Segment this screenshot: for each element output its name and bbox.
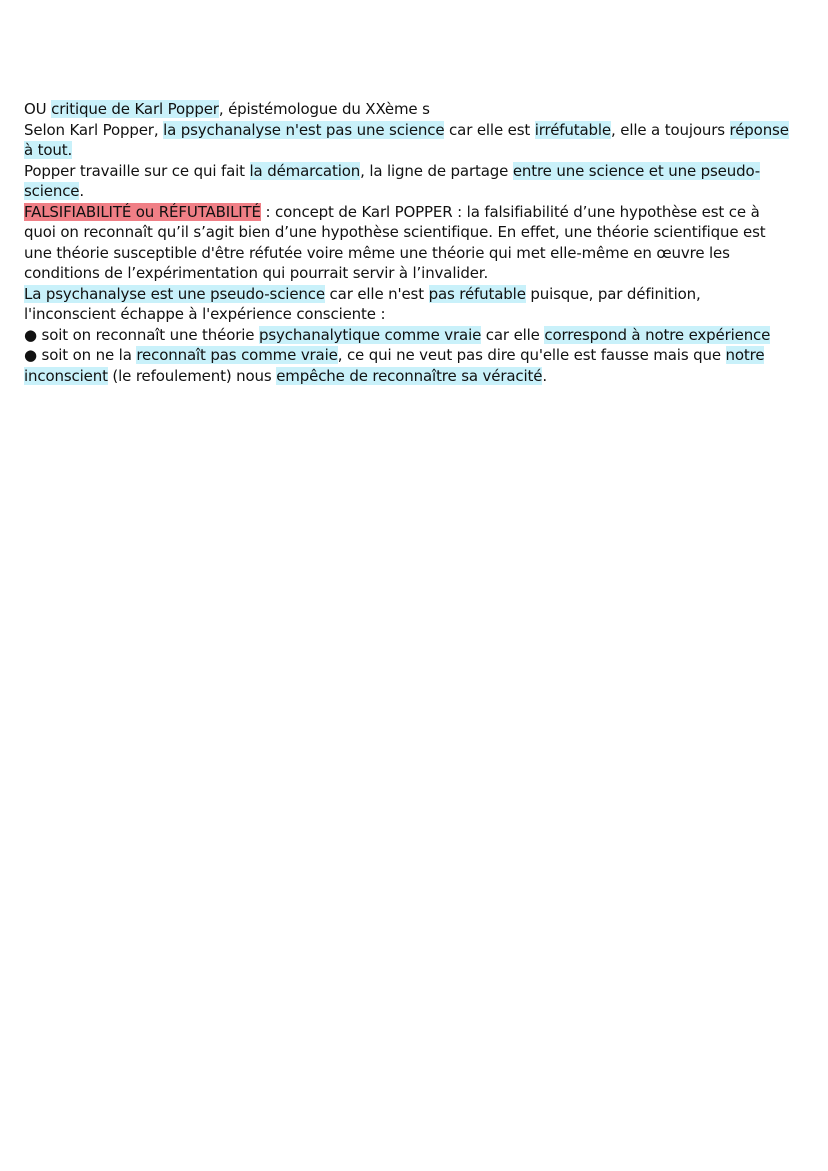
highlighted-text: irréfutable — [534, 120, 611, 139]
text-run: : concept de Karl POPPER : la falsifiabilité d’une hypothèse est ce à quoi on reconnaît qu’il s’agit bien d’une hypothèse scientifique. En effet, une théorie scientifique est une théorie susceptible d'être réfutée voire même une théorie qui met elle-même en œuvre les conditions de l’expérimentation qui pourrait servir à l’invalider. — [24, 202, 766, 282]
highlighted-text: correspond à notre expérience — [544, 325, 771, 344]
text-run: . — [79, 182, 85, 200]
highlighted-text: reconnaît pas comme vraie — [136, 346, 338, 364]
text-run: car elle n'est — [324, 284, 429, 303]
text-run: , elle a toujours — [611, 120, 730, 139]
paragraph-psychanalyse-not-science — [24, 120, 794, 161]
highlighted-text: entre une science et une pseudo-science — [24, 161, 761, 200]
highlighted-text: la démarcation — [249, 161, 361, 180]
paragraph-demarcation — [24, 161, 794, 202]
highlighted-text: La psychanalyse est une pseudo-science — [24, 284, 325, 303]
text-run: car elle est — [444, 120, 535, 139]
text-run: Popper travaille sur ce qui fait — [24, 161, 250, 180]
text-run: ● soit on reconnaît une théorie — [24, 325, 259, 344]
highlighted-text: empêche de reconnaître sa véracité — [276, 366, 543, 385]
text-run: car elle — [481, 325, 545, 344]
highlighted-text: psychanalytique comme vraie — [258, 325, 482, 344]
highlighted-text: pas réfutable — [428, 284, 526, 303]
text-run: , ce qui ne veut pas dire qu'elle est fausse mais que — [337, 346, 726, 364]
bullet-item-vraie — [24, 325, 794, 346]
highlighted-text: critique de Karl Popper — [51, 100, 219, 118]
text-run: puisque, par définition, l'inconscient échappe à l'expérience consciente : — [24, 284, 701, 323]
text-run: . — [542, 366, 547, 385]
paragraph-pseudo-science — [24, 284, 794, 325]
text-run: , la ligne de partage — [360, 161, 513, 180]
paragraph-popper-critique — [24, 99, 794, 120]
highlighted-keyword: FALSIFIABILITÉ ou RÉFUTABILITÉ — [24, 202, 261, 221]
text-run: Selon Karl Popper, — [24, 120, 164, 139]
highlighted-text: la psychanalyse n'est pas une science — [163, 120, 445, 139]
text-run: , épistémologue du XXème s — [218, 100, 430, 118]
text-run: OU — [24, 100, 52, 118]
text-run: ● soit on ne la — [24, 346, 137, 364]
highlighted-text: réponse à tout. — [24, 120, 789, 159]
paragraph-falsifiabilite — [24, 202, 794, 284]
text-run: (le refoulement) nous — [107, 366, 277, 385]
highlighted-text: notre inconscient — [24, 346, 765, 385]
document-body — [24, 99, 794, 386]
bullet-item-pas-vraie — [24, 345, 794, 386]
